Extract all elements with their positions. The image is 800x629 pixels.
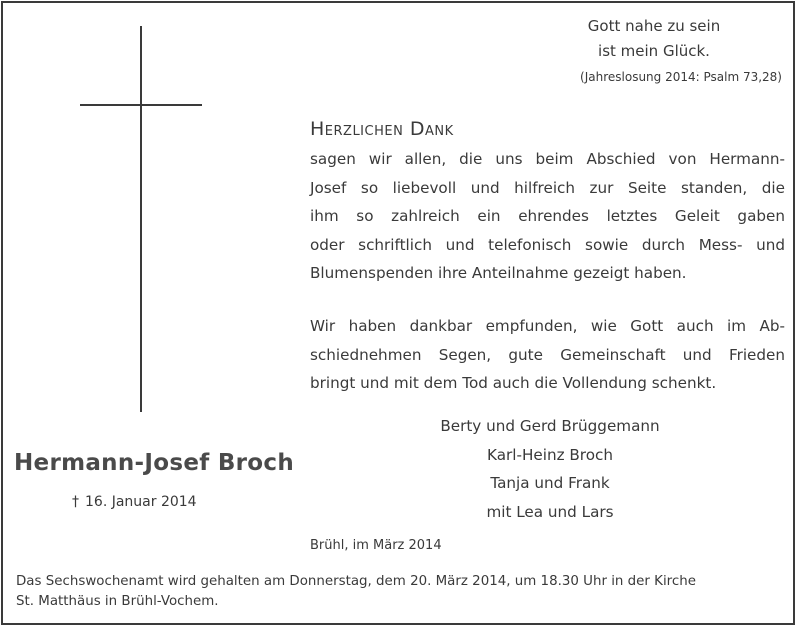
announcement-line: St. Matthäus in Brühl-Vochem. [16,594,219,609]
motto-line-1: Gott nahe zu sein [587,17,721,35]
place-date: Brühl, im März 2014 [310,538,442,553]
motto-block [482,14,782,88]
signer: Tanja und Frank [490,474,610,493]
paragraph-line: Josef so liebevoll und hilfreich zur Seite standen, die [310,178,785,197]
paragraph-line: schiednehmen Segen, gute Gemeinschaft und Frieden [310,345,785,364]
death-date-line [72,494,197,510]
signers-list [400,412,700,526]
paragraph-line: ihm so zahlreich ein ehrendes letztes Geleit gaben [310,207,785,226]
death-date: 16. Januar 2014 [85,494,197,510]
motto-reference: (Jahreslosung 2014: Psalm 73,28) [580,70,782,84]
signer: Berty und Gerd Brüggemann [440,417,660,435]
announcement-line: Das Sechswochenamt wird gehalten am Donnerstag, dem 20. März 2014, um 18.30 Uhr in der Kirche [16,574,696,589]
paragraph-line: Wir haben dankbar empfunden, wie Gott auch im Ab- [310,317,785,335]
signer: mit Lea und Lars [486,502,614,521]
cross-horizontal-bar [80,104,202,106]
thanks-paragraph-1 [310,145,785,288]
paragraph-line: Blumenspenden ihre Anteilnahme gezeigt haben. [310,264,687,283]
motto-line-2: ist mein Glück. [598,42,710,60]
paragraph-line: bringt und mit dem Tod auch die Vollendung schenkt. [310,374,717,393]
cross-vertical-bar [140,26,142,412]
signer: Karl-Heinz Broch [487,445,613,464]
dagger-icon: † [72,494,79,510]
deceased-name: Hermann-Josef Broch [14,450,295,476]
mass-announcement [16,572,788,612]
thanks-heading: Herzlichen Dank [310,118,454,140]
thanks-paragraph-2 [310,312,785,398]
paragraph-line: oder schriftlich und telefonisch sowie durch Mess- und [310,235,785,254]
paragraph-line: sagen wir allen, die uns beim Abschied von Hermann- [310,150,785,168]
